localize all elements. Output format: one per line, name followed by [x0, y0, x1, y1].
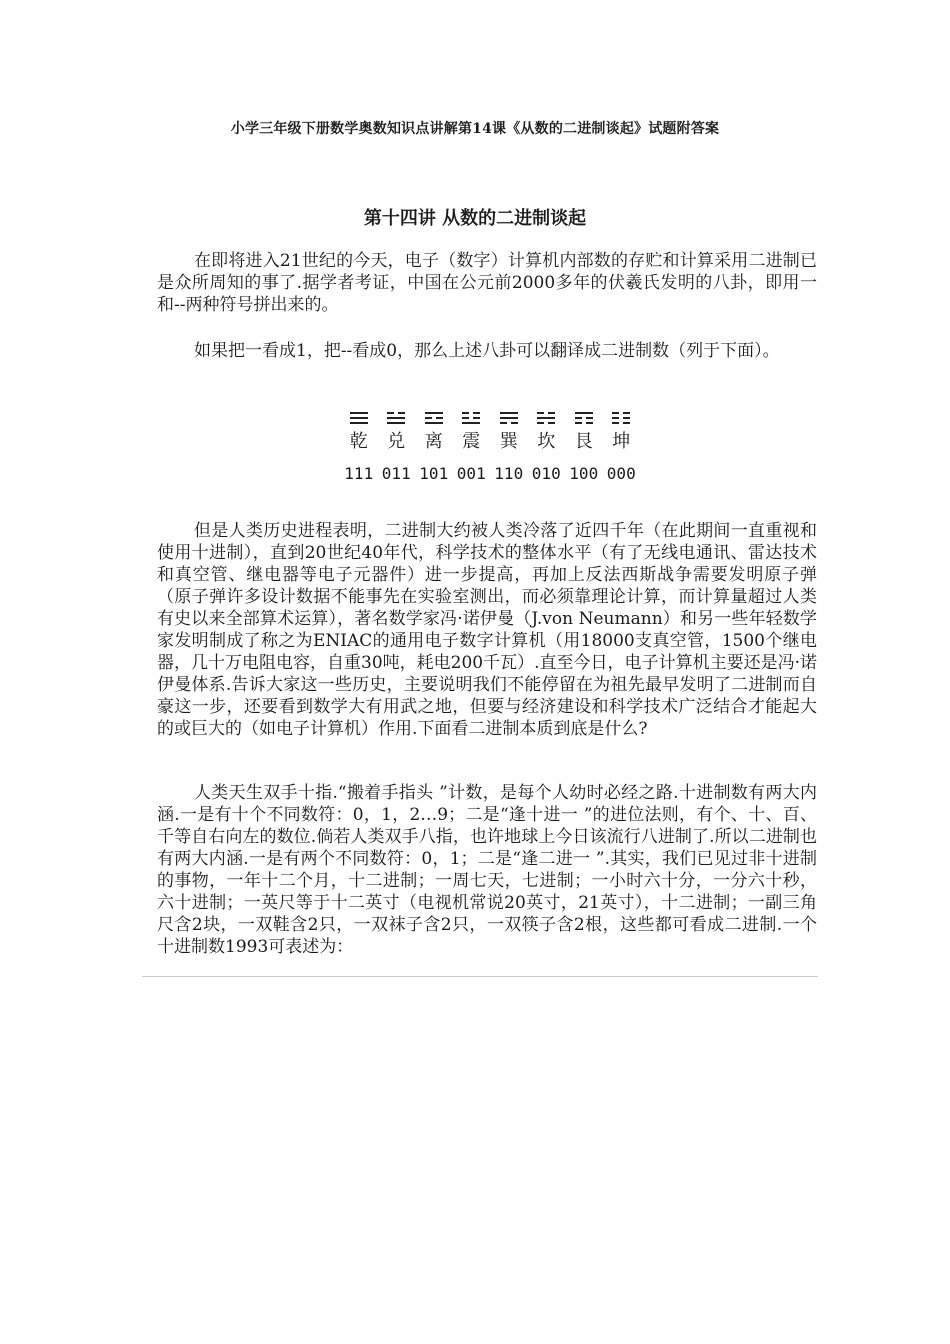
broken-yao-line: [537, 412, 555, 414]
trigram-name: 兑: [387, 431, 406, 452]
trigram-symbol-qian: [340, 408, 378, 428]
document-header: 小学三年级下册数学奥数知识点讲解第14课《从数的二进制谈起》试题附答案: [230, 121, 720, 137]
trigram-code-row: [340, 456, 640, 486]
broken-yao-line: [575, 417, 593, 419]
trigram-table: [340, 408, 640, 486]
broken-yao-line: [537, 422, 555, 424]
trigram-code: 011: [381, 464, 411, 483]
trigram-code: 001: [456, 464, 486, 483]
solid-yao-line: [500, 412, 518, 414]
trigram-symbol-xun: [490, 408, 528, 428]
broken-yao-line: [387, 412, 405, 414]
trigram-code: 111: [344, 464, 374, 483]
broken-yao-line: [462, 417, 480, 419]
solid-yao-line: [350, 422, 368, 424]
trigram-symbol-dui: [378, 408, 416, 428]
solid-yao-line: [425, 412, 443, 414]
broken-yao-line: [500, 422, 518, 424]
trigram-symbol-row: [340, 408, 640, 428]
trigram-code: 110: [494, 464, 524, 483]
paragraph-binary-meaning: 人类天生双手十指.“搬着手指头 ”计数，是每个人幼时必经之路.十进制数有两大内涵.一是有十个不同数符：0，1，2…9；二是“逢十进一 ”的进位法则，有个、十、百、千等自右向左的数位.倘若人类双手八指，也许地球上今日该流行八进制了.所以二进制也有两大内涵.一是有两个不同数符：0，1；二是“逢二进一 ”.其实，我们已见过非十进制的事物，一年十二个月，十二进制；一周七天，七进制；一小时六十分，一分六十秒，六十进制；一英尺等于十二英寸（电视机常说20英寸，21英寸），十二进制；一副三角尺含2块，一双鞋含2只，一双袜子含2只，一双筷子含2根，这些都可看成二进制.一个十进制数1993可表述为：: [157, 783, 817, 957]
trigram-name: 震: [462, 431, 481, 452]
paragraph-intro: 在即将进入21世纪的今天，电子（数字）计算机内部数的存贮和计算采用二进制已是众所周知的事了.据学者考证，中国在公元前2000多年的伏羲氏发明的八卦，即用一和--两种符号拼出来的。: [157, 251, 817, 315]
trigram-code: 100: [569, 464, 599, 483]
solid-yao-line: [387, 422, 405, 424]
paragraph-translation: 如果把一看成1，把--看成0，那么上述八卦可以翻译成二进制数（列于下面）。: [194, 341, 780, 361]
trigram-code: 000: [606, 464, 636, 483]
trigram-symbol-li: [415, 408, 453, 428]
broken-yao-line: [425, 417, 443, 419]
broken-yao-line: [575, 422, 593, 424]
broken-yao-line: [462, 412, 480, 414]
trigram-name: 巽: [499, 431, 518, 452]
trigram-symbol-zhen: [453, 408, 491, 428]
solid-yao-line: [462, 422, 480, 424]
solid-yao-line: [387, 417, 405, 419]
solid-yao-line: [575, 412, 593, 414]
broken-yao-line: [612, 412, 630, 414]
trigram-symbol-gen: [565, 408, 603, 428]
page-divider: [142, 976, 818, 977]
lecture-title: 第十四讲 从数的二进制谈起: [363, 208, 587, 229]
paragraph-history: 但是人类历史进程表明，二进制大约被人类冷落了近四千年（在此期间一直重视和使用十进制），直到20世纪40年代，科学技术的整体水平（有了无线电通讯、雷达技术和真空管、继电器等电子元器件）进一步提高，再加上反法西斯战争需要发明原子弹（原子弹许多设计数据不能事先在实验室测出，而必须靠理论计算，而计算量超过人类有史以来全部算术运算），著名数学家冯·诺伊曼（J.von Neumann）和另一些年轻数学家发明制成了称之为ENIAC的通用电子数字计算机（用18000支真空管，1500个继电器，几十万电阻电容，自重30吨，耗电200千瓦）.直至今日，电子计算机主要还是冯·诺伊曼体系.告诉大家这一些历史，主要说明我们不能停留在为祖先最早发明了二进制而自豪这一步，还要看到数学大有用武之地，但要与经济建设和科学技术广泛结合才能起大的或巨大的（如电子计算机）作用.下面看二进制本质到底是什么?: [157, 521, 817, 739]
trigram-symbol-kan: [528, 408, 566, 428]
solid-yao-line: [350, 417, 368, 419]
solid-yao-line: [537, 417, 555, 419]
trigram-symbol-kun: [603, 408, 641, 428]
broken-yao-line: [612, 417, 630, 419]
trigram-name: 乾: [349, 431, 368, 452]
trigram-code: 101: [419, 464, 449, 483]
trigram-name: 坎: [537, 431, 556, 452]
solid-yao-line: [425, 422, 443, 424]
trigram-name: 坤: [612, 431, 631, 452]
trigram-code: 010: [531, 464, 561, 483]
trigram-name: 离: [424, 431, 443, 452]
trigram-name: 艮: [574, 431, 593, 452]
solid-yao-line: [350, 412, 368, 414]
solid-yao-line: [500, 417, 518, 419]
broken-yao-line: [612, 422, 630, 424]
trigram-name-row: [340, 428, 640, 456]
